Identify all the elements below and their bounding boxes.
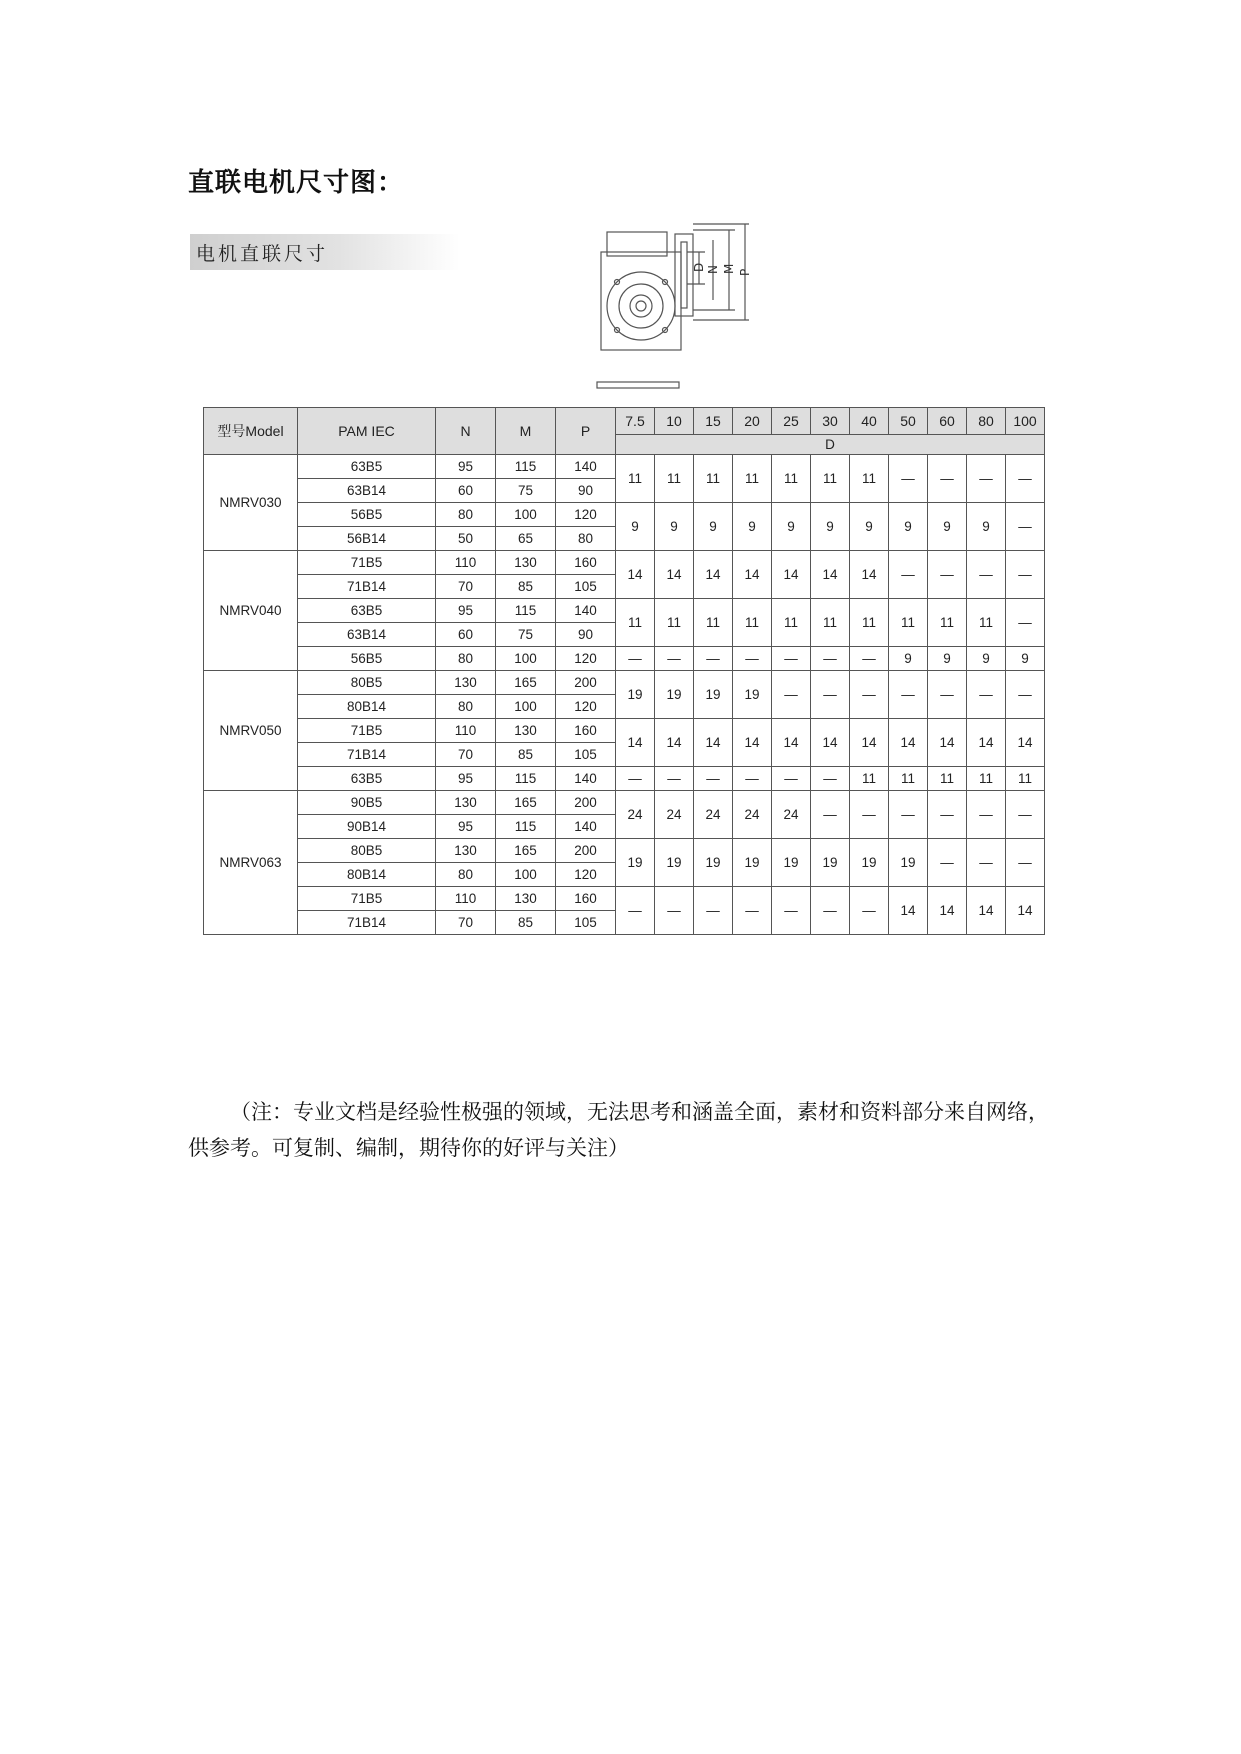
d-value-cell: — [850, 791, 889, 839]
section-banner [190, 234, 460, 270]
n-cell: 95 [436, 599, 496, 623]
gearbox-base-plate [597, 382, 679, 388]
pam-cell: 56B5 [298, 503, 436, 527]
d-value-cell: — [850, 671, 889, 719]
d-value-cell: — [811, 767, 850, 791]
d-value-cell: — [1006, 671, 1045, 719]
d-value-cell: 11 [1006, 767, 1045, 791]
motor-dimension-drawing [595, 222, 845, 402]
d-value-cell: — [811, 647, 850, 671]
table-row [204, 719, 1045, 743]
n-cell: 110 [436, 719, 496, 743]
m-cell: 100 [496, 695, 556, 719]
d-value-cell: 9 [1006, 647, 1045, 671]
d-value-cell: 11 [655, 599, 694, 647]
header-ratio: 10 [655, 408, 694, 435]
p-cell: 200 [556, 791, 616, 815]
pam-cell: 56B5 [298, 647, 436, 671]
d-value-cell: — [733, 767, 772, 791]
d-value-cell: — [850, 887, 889, 935]
d-value-cell: 19 [694, 839, 733, 887]
d-value-cell: — [616, 767, 655, 791]
d-value-cell: 19 [616, 839, 655, 887]
table-row [204, 599, 1045, 623]
d-value-cell: 19 [772, 839, 811, 887]
pam-cell: 63B5 [298, 455, 436, 479]
gearbox-shaft [636, 301, 646, 311]
pam-cell: 71B5 [298, 887, 436, 911]
d-value-cell: — [967, 551, 1006, 599]
d-value-cell: — [772, 887, 811, 935]
d-value-cell: 14 [1006, 719, 1045, 767]
d-value-cell: 24 [694, 791, 733, 839]
d-value-cell: — [928, 671, 967, 719]
d-value-cell: — [1006, 791, 1045, 839]
m-cell: 100 [496, 863, 556, 887]
d-value-cell: 19 [616, 671, 655, 719]
m-cell: 115 [496, 599, 556, 623]
model-cell: NMRV040 [204, 551, 298, 671]
d-value-cell: 9 [772, 503, 811, 551]
d-value-cell: — [850, 647, 889, 671]
m-cell: 165 [496, 839, 556, 863]
m-cell: 85 [496, 575, 556, 599]
d-value-cell: — [811, 791, 850, 839]
disclaimer-note: （注：专业文档是经验性极强的领域，无法思考和涵盖全面，素材和资料部分来自网络，供参考。可复制、编制，期待你的好评与关注） [188, 1100, 1049, 1160]
m-cell: 130 [496, 887, 556, 911]
n-cell: 95 [436, 455, 496, 479]
d-value-cell: — [772, 647, 811, 671]
header-ratio: 15 [694, 408, 733, 435]
pam-cell: 90B5 [298, 791, 436, 815]
p-cell: 160 [556, 719, 616, 743]
d-value-cell: — [928, 839, 967, 887]
n-label: N [706, 265, 720, 274]
p-cell: 120 [556, 863, 616, 887]
d-value-cell: 11 [616, 599, 655, 647]
m-cell: 65 [496, 527, 556, 551]
d-value-cell: 11 [811, 599, 850, 647]
d-value-cell: 14 [967, 887, 1006, 935]
pam-cell: 71B14 [298, 575, 436, 599]
table-row [204, 647, 1045, 671]
pam-cell: 71B5 [298, 551, 436, 575]
d-value-cell: — [928, 551, 967, 599]
d-value-cell: 9 [889, 647, 928, 671]
header-n: N [436, 408, 496, 455]
table-row [204, 791, 1045, 815]
d-value-cell: 11 [811, 455, 850, 503]
m-cell: 165 [496, 671, 556, 695]
d-value-cell: 14 [850, 551, 889, 599]
d-value-cell: 9 [616, 503, 655, 551]
model-cell: NMRV050 [204, 671, 298, 791]
d-value-cell: 14 [928, 887, 967, 935]
d-value-cell: — [928, 791, 967, 839]
d-value-cell: 11 [967, 599, 1006, 647]
d-value-cell: — [811, 887, 850, 935]
model-cell: NMRV063 [204, 791, 298, 935]
m-label: M [722, 263, 736, 274]
d-value-cell: 19 [850, 839, 889, 887]
d-value-cell: 11 [850, 599, 889, 647]
d-value-cell: — [694, 647, 733, 671]
d-value-cell: 14 [733, 551, 772, 599]
n-cell: 130 [436, 671, 496, 695]
header-ratio: 80 [967, 408, 1006, 435]
d-value-cell: 19 [655, 671, 694, 719]
d-value-cell: 11 [733, 599, 772, 647]
n-cell: 50 [436, 527, 496, 551]
p-cell: 160 [556, 551, 616, 575]
d-value-cell: 14 [733, 719, 772, 767]
p-cell: 105 [556, 575, 616, 599]
n-cell: 70 [436, 743, 496, 767]
d-value-cell: — [967, 671, 1006, 719]
header-ratio: 40 [850, 408, 889, 435]
n-cell: 60 [436, 479, 496, 503]
model-cell: NMRV030 [204, 455, 298, 551]
m-cell: 100 [496, 503, 556, 527]
table-row [204, 887, 1045, 911]
gearbox-inner-ring [630, 295, 652, 317]
header-model: 型号Model [204, 408, 298, 455]
d-value-cell: 19 [655, 839, 694, 887]
header-ratio: 20 [733, 408, 772, 435]
table-row [204, 839, 1045, 863]
d-value-cell: 9 [928, 503, 967, 551]
motor-flange-inner [681, 242, 687, 308]
d-value-cell: 14 [616, 551, 655, 599]
p-cell: 105 [556, 743, 616, 767]
pam-cell: 80B14 [298, 695, 436, 719]
n-cell: 80 [436, 863, 496, 887]
n-cell: 70 [436, 911, 496, 935]
d-value-cell: 9 [811, 503, 850, 551]
d-value-cell: 19 [694, 671, 733, 719]
p-cell: 120 [556, 647, 616, 671]
d-value-cell: 14 [889, 719, 928, 767]
d-value-cell: 14 [811, 551, 850, 599]
pam-cell: 90B14 [298, 815, 436, 839]
d-value-cell: 11 [655, 455, 694, 503]
d-value-cell: 14 [811, 719, 850, 767]
d-value-cell: 14 [928, 719, 967, 767]
d-value-cell: 9 [733, 503, 772, 551]
d-value-cell: — [811, 671, 850, 719]
pam-cell: 63B5 [298, 599, 436, 623]
pam-cell: 56B14 [298, 527, 436, 551]
d-value-cell: 14 [1006, 887, 1045, 935]
header-ratio: 50 [889, 408, 928, 435]
p-cell: 80 [556, 527, 616, 551]
d-value-cell: — [1006, 551, 1045, 599]
d-value-cell: — [733, 887, 772, 935]
page-heading: 直联电机尺寸图： [188, 168, 405, 198]
header-row [204, 408, 1045, 435]
p-cell: 140 [556, 455, 616, 479]
d-value-cell: — [772, 671, 811, 719]
d-value-cell: 24 [772, 791, 811, 839]
motor-flange [675, 234, 693, 316]
d-value-cell: — [889, 791, 928, 839]
d-value-cell: 11 [694, 599, 733, 647]
pam-cell: 71B5 [298, 719, 436, 743]
p-cell: 120 [556, 503, 616, 527]
d-value-cell: 11 [616, 455, 655, 503]
p-cell: 120 [556, 695, 616, 719]
pam-cell: 63B14 [298, 623, 436, 647]
m-cell: 115 [496, 815, 556, 839]
d-value-cell: 24 [733, 791, 772, 839]
d-value-cell: 14 [694, 551, 733, 599]
n-cell: 130 [436, 791, 496, 815]
p-cell: 200 [556, 671, 616, 695]
d-value-cell: — [967, 791, 1006, 839]
d-value-cell: — [616, 887, 655, 935]
header-m: M [496, 408, 556, 455]
d-label: D [692, 262, 706, 272]
d-value-cell: — [967, 839, 1006, 887]
n-cell: 80 [436, 647, 496, 671]
d-value-cell: 24 [616, 791, 655, 839]
m-cell: 130 [496, 551, 556, 575]
m-cell: 85 [496, 911, 556, 935]
pam-cell: 80B14 [298, 863, 436, 887]
p-label: P [738, 268, 752, 276]
m-cell: 115 [496, 455, 556, 479]
header-p: P [556, 408, 616, 455]
d-value-cell: — [967, 455, 1006, 503]
d-value-cell: 19 [889, 839, 928, 887]
d-value-cell: — [772, 767, 811, 791]
p-cell: 160 [556, 887, 616, 911]
d-value-cell: 11 [850, 455, 889, 503]
d-value-cell: 11 [967, 767, 1006, 791]
d-value-cell: 11 [733, 455, 772, 503]
table-row [204, 503, 1045, 527]
d-value-cell: — [889, 455, 928, 503]
pam-cell: 63B5 [298, 767, 436, 791]
d-value-cell: 14 [850, 719, 889, 767]
d-value-cell: 9 [967, 503, 1006, 551]
header-ratio: 25 [772, 408, 811, 435]
d-value-cell: — [694, 887, 733, 935]
d-value-cell: — [655, 647, 694, 671]
header-ratio: 60 [928, 408, 967, 435]
d-value-cell: 9 [850, 503, 889, 551]
banner-title: 电机直联尺寸 [196, 243, 329, 265]
pam-cell: 63B14 [298, 479, 436, 503]
d-value-cell: 19 [811, 839, 850, 887]
header-pam: PAM IEC [298, 408, 436, 455]
header-ratio: 7.5 [616, 408, 655, 435]
d-value-cell: — [616, 647, 655, 671]
d-value-cell: 14 [967, 719, 1006, 767]
d-value-cell: 11 [694, 455, 733, 503]
n-cell: 110 [436, 887, 496, 911]
table-row [204, 767, 1045, 791]
n-cell: 95 [436, 815, 496, 839]
d-value-cell: 9 [694, 503, 733, 551]
d-value-cell: — [655, 767, 694, 791]
d-value-cell: — [655, 887, 694, 935]
n-cell: 70 [436, 575, 496, 599]
pam-cell: 80B5 [298, 671, 436, 695]
d-value-cell: — [733, 647, 772, 671]
table-body [204, 408, 1045, 935]
d-value-cell: 9 [889, 503, 928, 551]
n-cell: 130 [436, 839, 496, 863]
d-value-cell: 9 [655, 503, 694, 551]
header-ratio: 30 [811, 408, 850, 435]
n-cell: 80 [436, 695, 496, 719]
d-value-cell: — [1006, 599, 1045, 647]
pam-cell: 71B14 [298, 743, 436, 767]
d-value-cell: 11 [928, 599, 967, 647]
d-value-cell: 19 [733, 671, 772, 719]
d-value-cell: 24 [655, 791, 694, 839]
d-value-cell: 14 [694, 719, 733, 767]
m-cell: 75 [496, 623, 556, 647]
p-cell: 140 [556, 815, 616, 839]
header-d: D [616, 435, 1045, 455]
d-value-cell: 14 [772, 719, 811, 767]
table-row [204, 551, 1045, 575]
d-value-cell: 14 [655, 719, 694, 767]
d-value-cell: — [889, 551, 928, 599]
d-value-cell: 14 [616, 719, 655, 767]
header-ratio: 100 [1006, 408, 1045, 435]
n-cell: 60 [436, 623, 496, 647]
d-value-cell: 9 [928, 647, 967, 671]
d-value-cell: 11 [889, 599, 928, 647]
d-value-cell: 14 [772, 551, 811, 599]
m-cell: 100 [496, 647, 556, 671]
p-cell: 200 [556, 839, 616, 863]
d-value-cell: — [694, 767, 733, 791]
pam-cell: 80B5 [298, 839, 436, 863]
pam-cell: 71B14 [298, 911, 436, 935]
m-cell: 85 [496, 743, 556, 767]
p-cell: 90 [556, 623, 616, 647]
table-row [204, 455, 1045, 479]
d-value-cell: 11 [772, 455, 811, 503]
p-cell: 140 [556, 599, 616, 623]
p-cell: 140 [556, 767, 616, 791]
gearbox-mid-ring [619, 284, 663, 328]
d-value-cell: — [1006, 455, 1045, 503]
d-value-cell: 11 [772, 599, 811, 647]
d-value-cell: 11 [928, 767, 967, 791]
d-value-cell: 11 [889, 767, 928, 791]
d-value-cell: 11 [850, 767, 889, 791]
m-cell: 130 [496, 719, 556, 743]
d-value-cell: — [928, 455, 967, 503]
m-cell: 165 [496, 791, 556, 815]
d-value-cell: 14 [655, 551, 694, 599]
d-value-cell: — [1006, 839, 1045, 887]
d-value-cell: 14 [889, 887, 928, 935]
p-cell: 90 [556, 479, 616, 503]
d-value-cell: 19 [733, 839, 772, 887]
p-cell: 105 [556, 911, 616, 935]
table-row [204, 671, 1045, 695]
n-cell: 110 [436, 551, 496, 575]
n-cell: 95 [436, 767, 496, 791]
d-value-cell: 9 [967, 647, 1006, 671]
m-cell: 115 [496, 767, 556, 791]
d-value-cell: — [889, 671, 928, 719]
motor-dimension-table [203, 407, 1045, 935]
d-value-cell: — [1006, 503, 1045, 551]
m-cell: 75 [496, 479, 556, 503]
gearbox-outer-ring [607, 272, 675, 340]
n-cell: 80 [436, 503, 496, 527]
